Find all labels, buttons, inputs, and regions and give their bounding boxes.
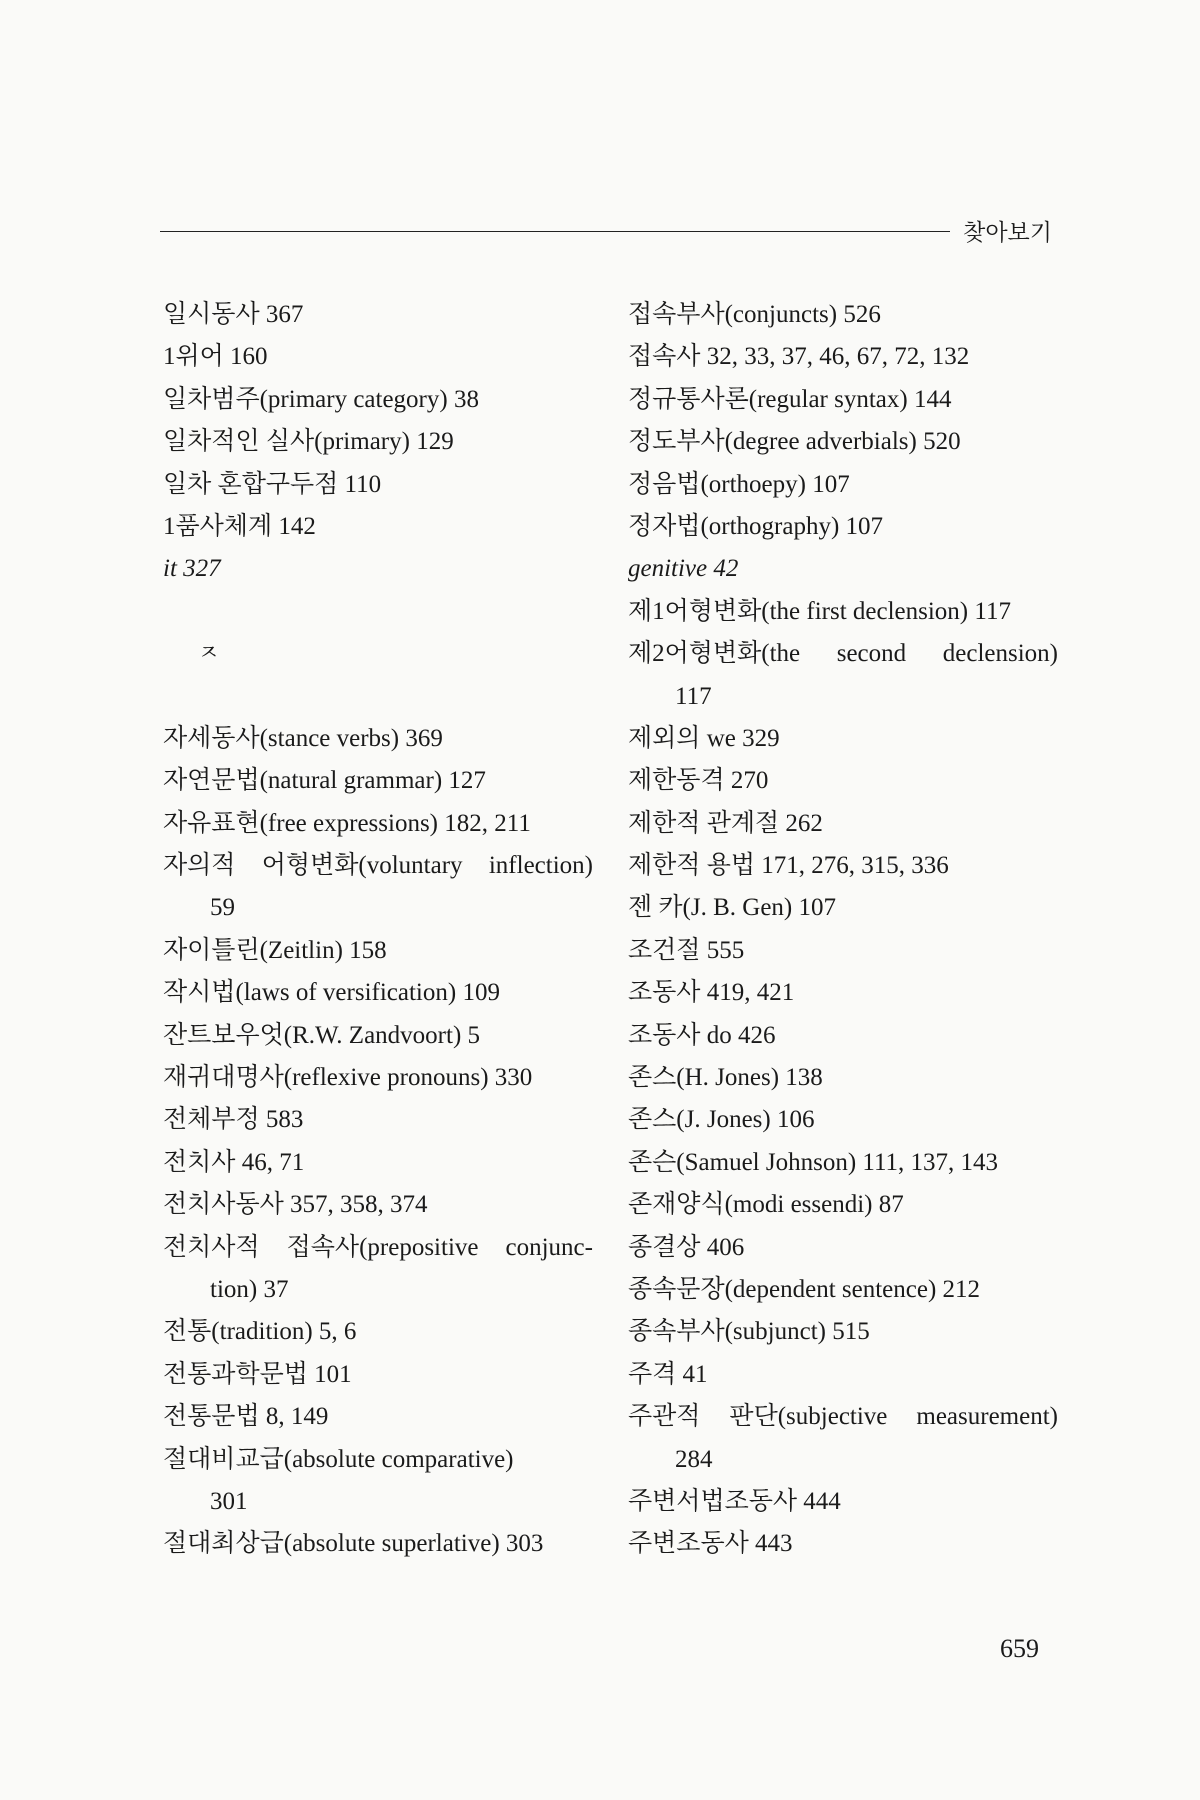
- index-entry: 존스(J. Jones) 106: [628, 1106, 815, 1134]
- index-entry: 절대비교급(absolute comparative): [163, 1445, 514, 1473]
- index-entry: 제한적 용법 171, 276, 315, 336: [628, 852, 949, 880]
- index-entry: 종속부사(subjunct) 515: [628, 1318, 870, 1346]
- word: 자의적: [163, 852, 236, 880]
- index-column-left: [163, 294, 593, 1566]
- index-entry: 존스(H. Jones) 138: [628, 1064, 823, 1092]
- index-entry: 종속문장(dependent sentence) 212: [628, 1275, 981, 1303]
- header-rule: [160, 231, 950, 232]
- word: 판단(subjective: [729, 1403, 888, 1431]
- index-entry: 주격 41: [628, 1360, 708, 1388]
- index-entry: 제1어형변화(the first declension) 117: [628, 597, 1011, 625]
- index-entry: 제외의 we 329: [628, 724, 780, 752]
- index-entry-continuation: 301: [210, 1487, 248, 1515]
- running-header: 찾아보기: [953, 214, 1052, 247]
- index-entry: [628, 633, 1058, 675]
- index-entry: 1품사체계 142: [163, 512, 316, 540]
- spacer: [163, 591, 593, 633]
- page-number: 659: [1000, 1634, 1039, 1663]
- index-entry: 재귀대명사(reflexive pronouns) 330: [163, 1064, 533, 1092]
- index-entry: [163, 1227, 593, 1269]
- index-entry: [628, 1396, 1058, 1438]
- index-entry-continuation: tion) 37: [210, 1275, 289, 1303]
- word: declension): [942, 640, 1058, 668]
- section-heading: ㅈ: [198, 641, 220, 667]
- index-column-right: [628, 294, 1058, 1566]
- index-entry: [163, 845, 593, 887]
- index-entry: 일차적인 실사(primary) 129: [163, 428, 454, 456]
- index-entry: 자이틀린(Zeitlin) 158: [163, 936, 387, 964]
- index-entry: 조건절 555: [628, 936, 745, 964]
- index-entry-continuation: 284: [675, 1445, 713, 1473]
- word: 제2어형변화(the: [628, 640, 801, 668]
- index-entry: 제한적 관계절 262: [628, 809, 823, 837]
- index-entry: 자세동사(stance verbs) 369: [163, 724, 443, 752]
- word: 전치사적: [163, 1233, 260, 1261]
- index-entry: 일차 혼합구두점 110: [163, 470, 382, 498]
- index-entry: 정자법(orthography) 107: [628, 512, 884, 540]
- index-entry: 존재양식(modi essendi) 87: [628, 1191, 904, 1219]
- word: 접속사(prepositive: [286, 1233, 479, 1261]
- index-entry: 자유표현(free expressions) 182, 211: [163, 809, 531, 837]
- index-entry: 주변조동사 443: [628, 1530, 793, 1558]
- index-entry: 전통과학문법 101: [163, 1360, 352, 1388]
- index-entry: 전체부정 583: [163, 1106, 304, 1134]
- index-entry: 전치사 46, 71: [163, 1148, 305, 1176]
- word: measurement): [916, 1403, 1058, 1431]
- word: second: [836, 640, 907, 668]
- index-entry: 존슨(Samuel Johnson) 111, 137, 143: [628, 1148, 999, 1176]
- index-entry: 잔트보우엇(R.W. Zandvoort) 5: [163, 1021, 481, 1049]
- index-entry: 주변서법조동사 444: [628, 1487, 841, 1515]
- index-entry: 일시동사 367: [163, 301, 304, 328]
- index-entry: 작시법(laws of versification) 109: [163, 979, 500, 1007]
- spacer: [163, 676, 593, 718]
- index-entry: 종결상 406: [628, 1233, 745, 1261]
- index-entry: 젠 카(J. B. Gen) 107: [628, 894, 837, 922]
- word: inflection): [488, 852, 593, 880]
- index-entry: 정규통사론(regular syntax) 144: [628, 385, 952, 413]
- index-entry: 전통문법 8, 149: [163, 1403, 329, 1431]
- index-entry: 조동사 do 426: [628, 1021, 776, 1049]
- index-entry: 정음법(orthoepy) 107: [628, 470, 850, 498]
- word: 주관적: [628, 1403, 701, 1431]
- index-entry: 조동사 419, 421: [628, 979, 795, 1007]
- index-entry: 1위어 160: [163, 343, 268, 371]
- index-entry: 전치사동사 357, 358, 374: [163, 1191, 428, 1219]
- index-entry: 일차범주(primary category) 38: [163, 385, 479, 413]
- index-entry: 정도부사(degree adverbials) 520: [628, 428, 961, 456]
- index-entry: genitive 42: [628, 555, 739, 583]
- index-entry: 접속사 32, 33, 37, 46, 67, 72, 132: [628, 343, 970, 371]
- index-entry-continuation: 59: [210, 894, 235, 922]
- word: conjunc-: [505, 1233, 593, 1261]
- index-entry: 자연문법(natural grammar) 127: [163, 767, 486, 795]
- index-entry: 절대최상급(absolute superlative) 303: [163, 1530, 544, 1558]
- index-entry: 접속부사(conjuncts) 526: [628, 301, 881, 328]
- index-entry-continuation: 117: [675, 682, 712, 710]
- index-entry: 제한동격 270: [628, 767, 769, 795]
- word: 어형변화(voluntary: [261, 852, 463, 880]
- index-entry: 전통(tradition) 5, 6: [163, 1318, 357, 1346]
- index-entry: it 327: [163, 555, 221, 583]
